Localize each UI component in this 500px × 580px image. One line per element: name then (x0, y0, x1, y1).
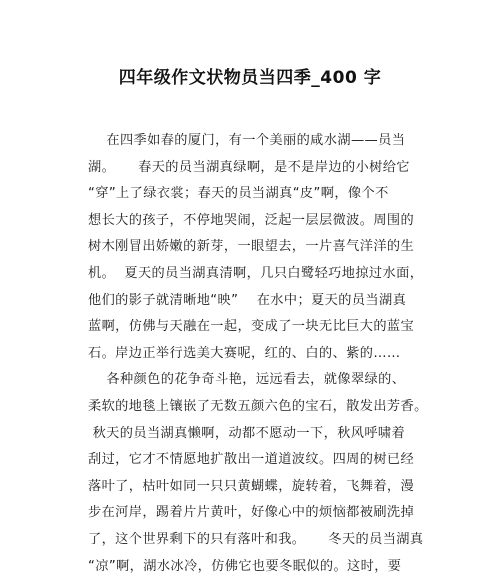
body-line: 落叶了，枯叶如同一只只黄蝴蝶，旋转着，飞舞着，漫 (88, 474, 428, 501)
document-body (88, 128, 428, 580)
body-line: 秋天的员当湖真懒啊，动都不愿动一下，秋风呼啸着 (88, 421, 428, 448)
body-line: 想长大的孩子，不停地哭闹，泛起一层层微波。周围的 (88, 208, 428, 235)
body-line: 树木刚冒出娇嫩的新芽，一眼望去，一片喜气洋洋的生 (88, 234, 428, 261)
body-line: “凉”啊，湖水冰冷，仿佛它也要冬眠似的。这时，要 (88, 554, 428, 580)
body-line: 机。 夏天的员当湖真清啊，几只白鹭轻巧地掠过水面， (88, 261, 428, 288)
body-line: 湖。 春天的员当湖真绿啊，是不是岸边的小树给它 (88, 155, 428, 182)
body-line: 他们的影子就清晰地“映” 在水中；夏天的员当湖真 (88, 288, 428, 315)
body-line: 各种颜色的花争奇斗艳，远远看去，就像翠绿的、 (88, 367, 428, 394)
body-line: 柔软的地毯上镶嵌了无数五颜六色的宝石，散发出芳香。 (88, 394, 428, 421)
body-line: “穿”上了绿衣裳；春天的员当湖真“皮”啊，像个不 (88, 181, 428, 208)
document-title: 四年级作文状物员当四季_400 字 (0, 66, 500, 90)
body-line: 蓝啊，仿佛与天融在一起，变成了一块无比巨大的蓝宝 (88, 314, 428, 341)
body-line: 步在河岸，踢着片片黄叶，好像心中的烦恼都被刷洗掉 (88, 500, 428, 527)
body-line: 在四季如春的厦门，有一个美丽的咸水湖——员当 (88, 128, 428, 155)
body-line: 石。岸边正举行选美大赛呢，红的、白的、紫的…… (88, 341, 428, 368)
body-line: 了，这个世界剩下的只有落叶和我。 冬天的员当湖真 (88, 527, 428, 554)
body-line: 刮过，它才不情愿地扩散出一道道波纹。四周的树已经 (88, 447, 428, 474)
